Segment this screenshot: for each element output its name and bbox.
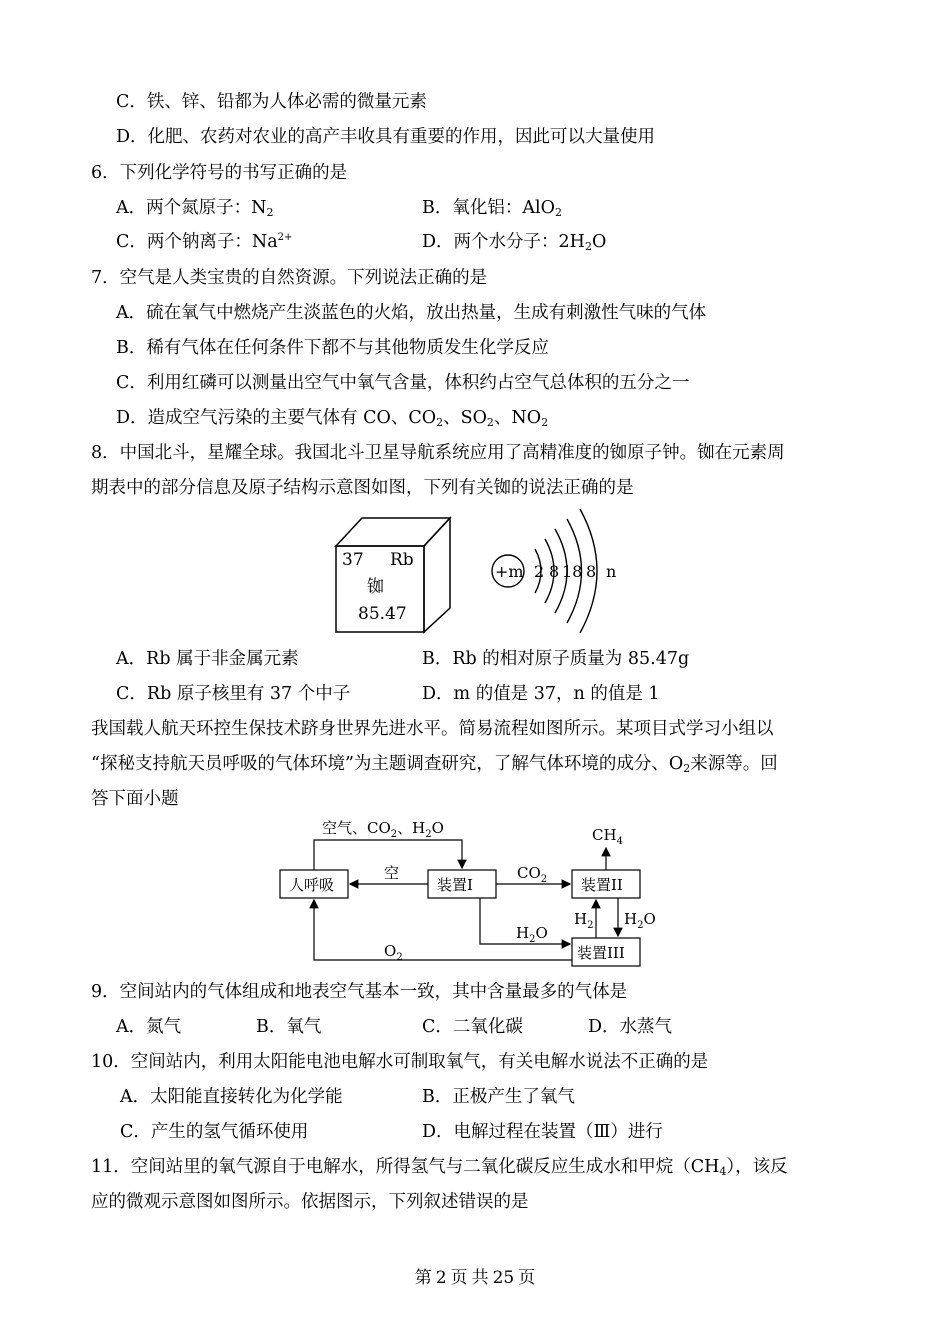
q5-option-c: C．铁、锌、铅都为人体必需的微量元素 (116, 92, 427, 112)
total-pages: 25 (492, 1268, 515, 1288)
element-mass: 85.47 (358, 604, 407, 624)
label-ch4: $CH_4$ (592, 826, 623, 847)
svg-text:装置II: 装置II (581, 876, 623, 894)
element-number: 37 (342, 550, 364, 570)
label-top-inputs: 空气、$CO_2$、$H_2O$ (322, 819, 444, 840)
intro-line3: 答下面小题 (91, 789, 179, 809)
q6-option-a: A．两个氮原子：$N_2$ (116, 198, 274, 219)
intro-line2: “探秘支持航天员呼吸的气体环境”为主题调查研究，了解气体环境的成分、$O_2$来源等。回 (91, 754, 778, 775)
q9-option-a: A．氮气 (116, 1017, 182, 1037)
q10-option-d: D．电解过程在装置（Ⅲ）进行 (422, 1122, 663, 1142)
q10-stem: 10．空间站内，利用太阳能电池电解水可制取氧气，有关电解水说法不正确的是 (91, 1052, 709, 1072)
q10-option-c: C．产生的氢气循环使用 (120, 1122, 309, 1142)
label-co2: $CO_2$ (517, 864, 548, 885)
label-h2: $H_2$ (574, 910, 594, 931)
q7-option-c: C．利用红磷可以测量出空气中氧气含量，体积约占空气总体积的五分之一 (116, 373, 690, 393)
intro-line1: 我国载人航天环控生保技术跻身世界先进水平。简易流程如图所示。某项目式学习小组以 (91, 719, 774, 739)
q6-options-row2 (116, 230, 607, 254)
q8-option-c: C．Rb 原子核里有 37 个中子 (116, 684, 351, 704)
q6-options-row1 (116, 196, 562, 220)
atom-structure-figure (488, 505, 628, 640)
q6-option-b: B．氧化铝：AlO$_2$ (422, 198, 562, 219)
q8-option-a: A．Rb 属于非金属元素 (116, 649, 299, 669)
q10-option-b: B．正极产生了氧气 (422, 1087, 575, 1107)
q9-option-b: B．氧气 (256, 1017, 322, 1037)
q6-stem: 6．下列化学符号的书写正确的是 (91, 163, 348, 183)
q7-option-a: A．硫在氧气中燃烧产生淡蓝色的火焰，放出热量，生成有刺激性气味的气体 (116, 303, 707, 323)
q9-stem: 9．空间站内的气体组成和地表空气基本一致，其中含量最多的气体是 (91, 982, 628, 1002)
q9-option-c: C．二氧化碳 (422, 1017, 523, 1037)
atom-nucleus: +m (495, 562, 524, 581)
flow-diagram (270, 812, 670, 972)
q8-option-b: B．Rb 的相对原子质量为 85.47g (422, 649, 690, 669)
q6-option-c: C．两个钠离子：$Na^{2+}$ (116, 232, 293, 252)
element-symbol: Rb (390, 550, 414, 570)
q10-options-row2 (120, 1120, 663, 1144)
shell-2: 8 (549, 562, 560, 581)
element-card-figure (330, 512, 460, 632)
label-h2o-bottom: $H_2O$ (516, 924, 548, 945)
q6-option-d: D．两个水分子：$2H_2O$ (422, 232, 607, 253)
q5-option-d: D．化肥、农药对农业的高产丰收具有重要的作用，因此可以大量使用 (116, 127, 656, 147)
q8-options-row1 (116, 647, 690, 671)
shell-1: 2 (534, 562, 545, 581)
element-name: 铷 (367, 577, 384, 597)
q9-option-d: D．水蒸气 (588, 1017, 673, 1037)
q8-option-d: D．m 的值是 37，n 的值是 1 (422, 684, 660, 704)
q7-stem: 7．空气是人类宝贵的自然资源。下列说法正确的是 (91, 268, 488, 288)
q10-option-a: A．太阳能直接转化为化学能 (120, 1087, 343, 1107)
svg-text:装置I: 装置I (437, 876, 473, 894)
q7-option-d: D．造成空气污染的主要气体有 CO、$CO_2$、$SO_2$、$NO_2$ (116, 408, 549, 429)
q11-stem-line2: 应的微观示意图如图所示。依据图示，下列叙述错误的是 (91, 1192, 529, 1212)
q8-stem-line1: 8．中国北斗，星耀全球。我国北斗卫星导航系统应用了高精准度的铷原子钟。铷在元素周 (91, 443, 785, 463)
q8-options-row2 (116, 682, 660, 706)
shell-4: 8 (586, 562, 597, 581)
q9-options (116, 1015, 816, 1039)
svg-text:装置III: 装置III (577, 944, 625, 962)
shell-5: n (606, 562, 617, 581)
q8-stem-line2: 期表中的部分信息及原子结构示意图如图，下列有关铷的说法正确的是 (91, 478, 634, 498)
label-h2o-right: $H_2O$ (624, 910, 656, 931)
label-air: 空 (384, 864, 400, 882)
label-o2: $O_2$ (384, 942, 403, 963)
svg-text:人呼吸: 人呼吸 (289, 876, 335, 894)
page-footer: 第 2 页 共 25 页 (414, 1268, 536, 1288)
shell-3: 18 (562, 562, 583, 581)
q10-options-row1 (120, 1085, 575, 1109)
q11-stem-line1: 11．空间站里的氧气源自于电解水，所得氢气与二氧化碳反应生成水和甲烷$(CH_4)$，该反 (91, 1157, 788, 1178)
q7-option-b: B．稀有气体在任何条件下都不与其他物质发生化学反应 (116, 338, 549, 358)
current-page: 2 (435, 1268, 447, 1288)
